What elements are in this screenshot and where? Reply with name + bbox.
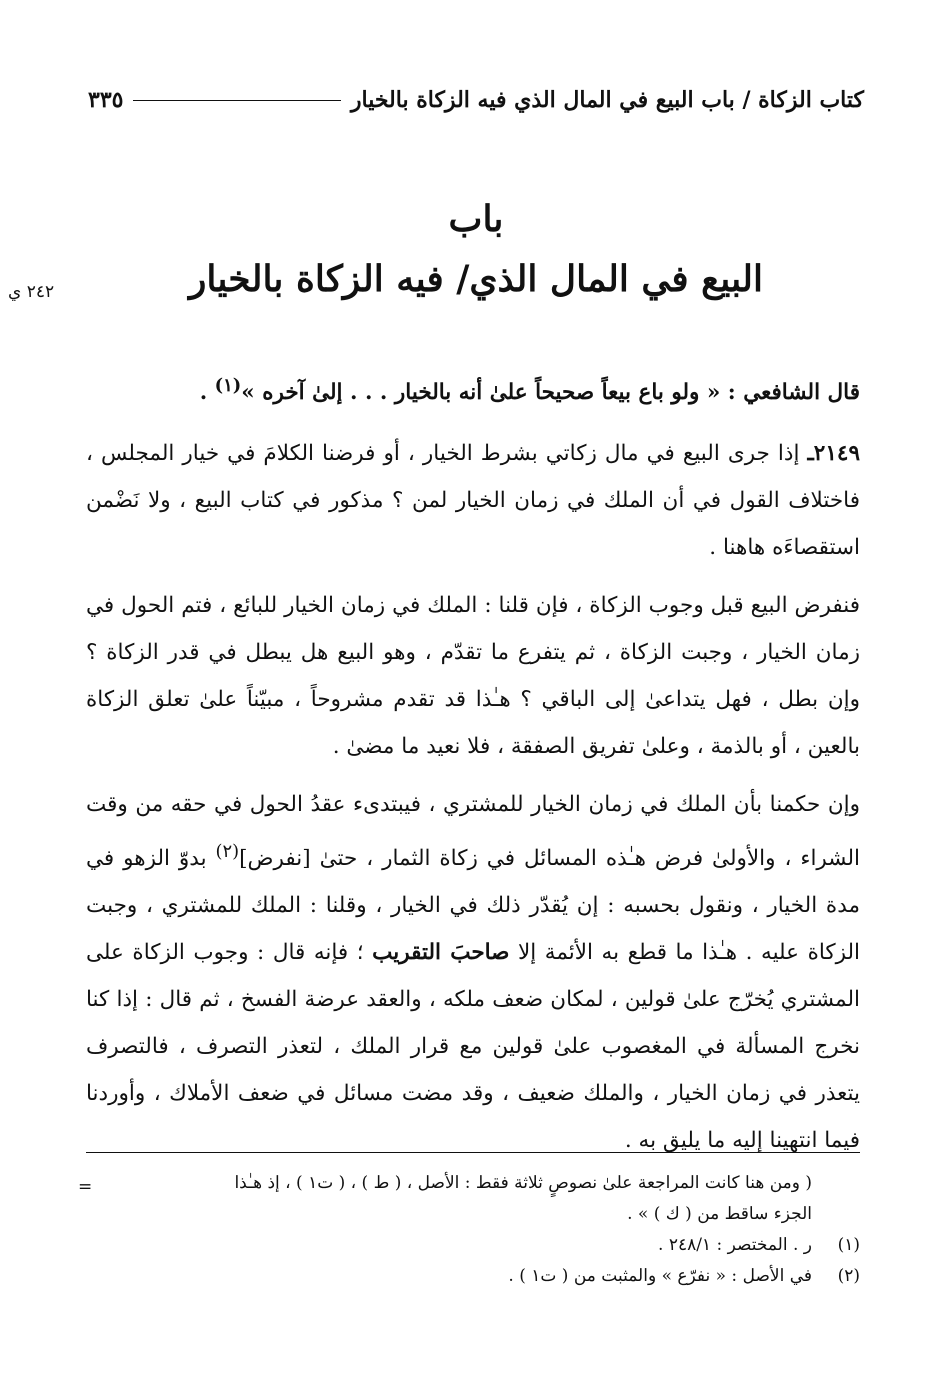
bold-name-sahib-altaqrib: صاحبَ التقريب [372,940,510,966]
footnote-continuation-line-2 [86,1199,860,1230]
footnote-continuation-text-2: الجزء ساقط من ( ك ) » . [627,1204,812,1224]
paragraph-text-c: ؛ فإنه قال : وجوب الزكاة على المشتري يُخرّج علىٰ قولين ، لمكان ضعف ملكه ، والعقد عرضة الفسخ ، ثم قال : إذا كنا نخرج المسألة في المغصوب علىٰ قولين مع قرار الملك ، لتعذر التصرف ، فالتصرف يتعذر في زمان الخيار ، والملك ضعيف ، وقد مضت مسائل في ضعف الأملاك ، وأوردنا فيما انتهينا إليه ما يليق به . [86,940,860,1154]
footnote-1-mark: (١) [837,1235,860,1255]
paragraph-buyer-case [86,781,860,1164]
running-title: كتاب الزكاة / باب البيع في المال الذي فيه الزكاة بالخيار [350,87,864,113]
paragraph-text-b: بدوّ الزهو في مدة الخيار ، ونقول بحسبه : إن يُقدّر ذلك في الخيار ، وقلنا : الملك للمشتري ، وجبت الزكاة عليه . هـٰذا ما قطع به الأئمة إلا [86,846,861,966]
footnote-rule [86,1152,860,1153]
footnotes [78,1168,860,1292]
quote-end: . [199,380,215,406]
main-text [86,362,860,1175]
paragraph-2149 [86,430,860,571]
footnote-ref-2[interactable]: (٢) [215,841,240,863]
chapter-title: البيع في المال الذي/ فيه الزكاة بالخيار [189,258,763,300]
continuation-mark: = [78,1177,93,1197]
footnote-ref-1[interactable]: (١) [214,375,242,396]
footnote-continuation-text-1: ( ومن هنا كانت المراجعة علىٰ نصوصٍ ثلاثة فقط : الأصل ، ( ط ) ، ( ت١ ) ، إذ هـٰذا [234,1173,812,1193]
chapter-label: باب [448,198,504,240]
header-rule [133,100,340,101]
paragraph-number: ٢١٤٩ـ [807,441,860,467]
footnote-1 [86,1230,860,1261]
page-number: ٣٣٥ [88,87,124,113]
paragraph-seller-case: فنفرض البيع قبل وجوب الزكاة ، فإن قلنا : الملك في زمان الخيار للبائع ، فتم الحول في زمان الخيار ، وجبت الزكاة ، ثم يتفرع ما تقدّم ، وهو البيع هل يبطل في قدر الزكاة ؟ وإن بطل ، فهل يتداعىٰ إلى الباقي ؟ هـٰذا قد تقدم مشروحاً ، مبيّناً علىٰ تعلق الزكاة بالعين ، أو بالذمة ، وعلىٰ تفريق الصفقة ، فلا نعيد ما مضىٰ . [86,593,860,760]
footnote-2-mark: (٢) [837,1266,860,1286]
footnote-2 [86,1261,860,1292]
footnote-continuation-line-1 [86,1168,860,1199]
paragraph-text-a: وإن حكمنا بأن الملك في زمان الخيار للمشتري ، فيبتدىء عقدُ الحول في حقه من وقت الشراء ، والأولىٰ فرض هـٰذه المسائل في زكاة الثمار ، حتىٰ [نفرض] [86,792,860,872]
running-header [88,80,864,120]
paragraph-text: إذا جرى البيع في مال زكاتي بشرط الخيار ، أو فرضنا الكلامَ في خيار المجلس ، فاختلاف القول في أن الملك في زمان الخيار لمن ؟ مذكور في كتاب البيع ، ولا نَضْمن استقصاءَه هاهنا . [86,441,860,561]
footnote-2-text: في الأصل : « نفرّع » والمثبت من ( ت١ ) . [508,1266,812,1286]
margin-folio-reference: ٢٤٢ ي [8,282,55,302]
shafii-quote [86,362,860,416]
quote-text: قال الشافعي : « ولو باع بيعاً صحيحاً علىٰ أنه بالخيار . . . إلىٰ آخره » [241,380,860,406]
footnote-1-text: ر . المختصر : ٢٤٨/١ . [658,1235,812,1255]
